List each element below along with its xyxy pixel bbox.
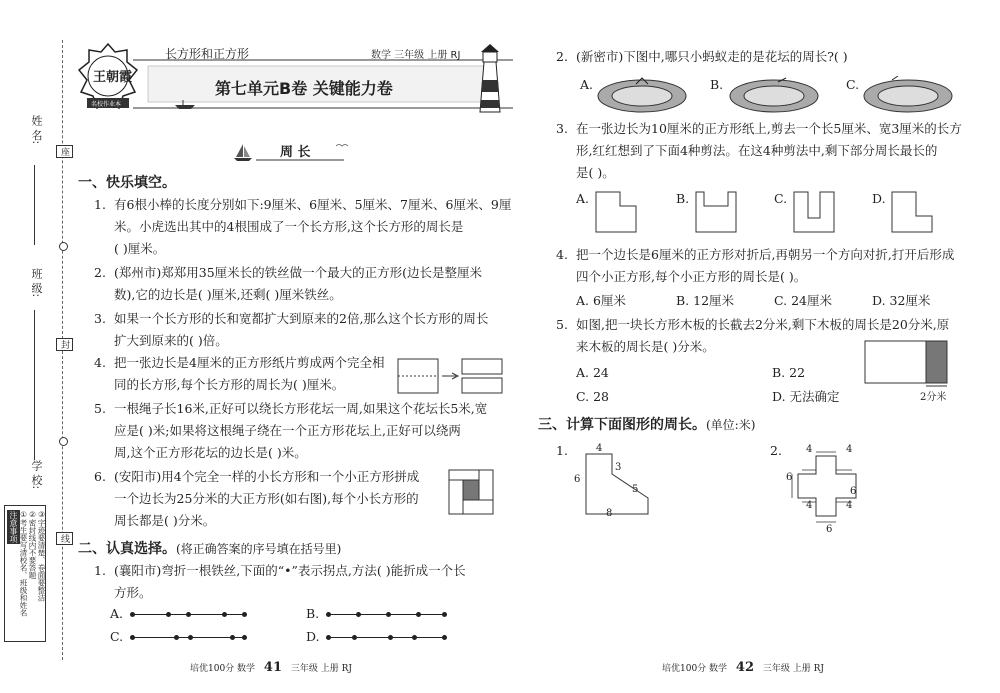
option-label: B. [306,606,320,621]
notice-1: ①考生要写清校名、班级和姓名 [19,510,28,617]
q-line: 来木板的周长是( )分米。 [576,339,715,354]
dim-label: 6 [786,472,793,483]
q-line: 在一张边长为10厘米的正方形纸上,剪去一个长5厘米、宽3厘米的长方 [576,121,962,136]
option-label: B. 12厘米 [676,293,735,308]
logo-sub: 名校作业本 [91,101,122,108]
q-line: 把一个边长是6厘米的正方形对折后,再朝另一个方向对折,打开后形成 [576,247,955,262]
dim-label: 8 [606,508,613,519]
boat-icon [173,100,197,110]
dim-label: 4 [806,500,813,511]
option-label: A. 24 [576,365,609,380]
dim-label: 4 [596,443,603,454]
footer-brand: 培优100分 数学 [662,664,728,674]
name-field-line [34,165,35,245]
big-square-figure [447,468,497,518]
page-number: 42 [735,660,755,675]
q-num: 5. [556,317,568,332]
option-label: D. [872,191,886,206]
seal-mark-3: 线 [56,532,73,545]
q-num: 3. [556,121,568,136]
punch-hole-1 [59,242,68,251]
section-banner-text: 周 长 [280,145,311,160]
q-line: ( )厘米。 [114,241,166,256]
option-label: A. [110,606,124,621]
q-num: 4. [556,247,568,262]
q-line: (襄阳市)弯折一根铁丝,下面的“•”表示拐点,方法( )能折成一个长 [114,563,466,578]
q-line: 有6根小棒的长度分别如下:9厘米、6厘米、5厘米、7厘米、6厘米、9厘 [114,197,512,212]
q-num: 6. [94,469,106,484]
option-label: B. [710,77,724,92]
q-num: 2. [94,265,106,280]
trapezoid-figure [572,442,672,532]
q-line: 形,红红想到了下面4种剪法。在这4种剪法中,剩下部分周长最长的 [576,143,938,158]
flowerbed-ant-c-icon [862,76,954,116]
part2-title: 二、认真选择。 [78,541,176,557]
lighthouse-icon [467,42,513,118]
q-line: 一个边长为25分米的大正方形(如右图),每个小长方形的 [114,491,419,506]
seal-mark-1: 座 [56,145,73,158]
q-line: 是( )。 [576,165,615,180]
board-label: 2分米 [920,392,947,403]
option-label: B. 22 [772,365,806,380]
flowerbed-ant-a-icon [596,76,688,116]
part1-title: 一、快乐填空。 [78,175,176,191]
footer-left [190,660,352,675]
q-line: 如图,把一块长方形木板的长截去2分米,剩下木板的周长是20分米,原 [576,317,950,332]
option-label: D. 无法确定 [772,389,840,404]
q-line: 一根绳子长16米,正好可以绕长方形花坛一周,如果这个花坛长5米,宽 [114,401,488,416]
cut-shape-b [694,190,738,234]
q-line: 周,这个正方形花坛的边长是( )米。 [114,445,307,460]
cut-shape-d [890,190,934,234]
q-num: 1. [94,563,106,578]
fig-num: 2. [770,443,782,458]
q-num: 1. [94,197,106,212]
q-line: 同的长方形,每个长方形的周长为( )厘米。 [114,377,345,392]
option-label: A. [576,191,590,206]
name-label: 姓 名: [30,115,43,145]
option-label: D. [306,629,320,644]
option-label: B. [676,191,690,206]
q-line: 米。小虎选出其中的4根围成了一个长方形,这个长方形的周长是 [114,219,464,234]
square-cut-diagram [396,355,506,397]
notice-title: 注意事项 [9,511,18,543]
option-label: A. [580,77,594,92]
seal-mark-2: 封 [56,338,73,351]
logo-text: 王朝霞 [93,70,133,85]
unit-subject: 长方形和正方形 [165,47,250,61]
section-banner [232,140,352,162]
footer-meta: 三年级 上册 RJ [290,664,352,674]
option-label: C. [846,77,860,92]
punch-hole-2 [59,437,68,446]
footer-brand: 培优100分 数学 [190,664,256,674]
page-title: 第七单元B卷 关键能力卷 [215,79,393,98]
q-line: 扩大到原来的( )倍。 [114,333,228,348]
class-label: 班 级: [30,268,43,298]
q-line: (安阳市)用4个完全一样的小长方形和一个小正方形拼成 [114,469,420,484]
q-line: 数),它的边长是( )厘米,还剩( )厘米铁丝。 [114,287,342,302]
q-num: 5. [94,401,106,416]
option-label: C. [774,191,788,206]
notice-box [4,505,46,642]
dim-label: 4 [846,444,853,455]
option-label: C. [110,629,124,644]
dim-label: 4 [806,444,813,455]
dim-label: 3 [615,462,622,473]
q-line: 如果一个长方形的长和宽都扩大到原来的2倍,那么这个长方形的周长 [114,311,489,326]
q-line: (新密市)下图中,哪只小蚂蚁走的是花坛的周长?( ) [576,49,848,64]
option-label: C. 28 [576,389,609,404]
dim-label: 6 [850,486,857,497]
dim-label: 6 [826,524,833,535]
q-num: 2. [556,49,568,64]
dim-label: 6 [574,474,581,485]
q-num: 3. [94,311,106,326]
fig-num: 1. [556,443,568,458]
school-label: 学 校: [30,460,43,490]
cut-shape-c [792,190,836,234]
header-meta: 数学 三年级 上册 RJ [371,50,461,61]
class-field-line [34,310,35,420]
dim-label: 4 [846,500,853,511]
q-line: 周长都是( )分米。 [114,513,216,528]
page-header [73,38,513,118]
q-line: 四个小正方形,每个小正方形的周长是( )。 [576,269,807,284]
part3-title: 三、计算下面图形的周长。 [538,417,706,433]
cut-shape-a [594,190,638,234]
board-figure [864,340,950,390]
option-label: C. 24厘米 [774,293,832,308]
q-line: 方形。 [114,585,152,600]
flowerbed-ant-b-icon [728,76,820,116]
notice-2: ②密封线内不要答题 [28,510,37,579]
q-num: 4. [94,355,106,370]
option-label: D. 32厘米 [872,293,931,308]
school-field-line [34,420,35,460]
part3-heading [538,414,755,434]
q-line: 把一张边长是4厘米的正方形纸片剪成两个完全相 [114,355,385,370]
binding-sidebar [0,0,70,693]
part3-unit: (单位:米) [706,418,756,432]
option-label: A. 6厘米 [576,293,626,308]
q-line: (郑州市)郑郑用35厘米长的铁丝做一个最大的正方形(边长是整厘米 [114,265,483,280]
footer-right [662,660,824,675]
notice-3: ③字迹要清楚、卷面要整洁 [37,510,46,602]
page-number: 41 [263,660,283,675]
dim-label: 5 [632,484,639,495]
part2-note: (将正确答案的序号填在括号里) [176,542,342,556]
part2-heading [78,538,341,558]
q-line: 应是( )米;如果将这根绳子绕在一个正方形花坛上,正好可以绕两 [114,423,461,438]
footer-meta: 三年级 上册 RJ [762,664,824,674]
